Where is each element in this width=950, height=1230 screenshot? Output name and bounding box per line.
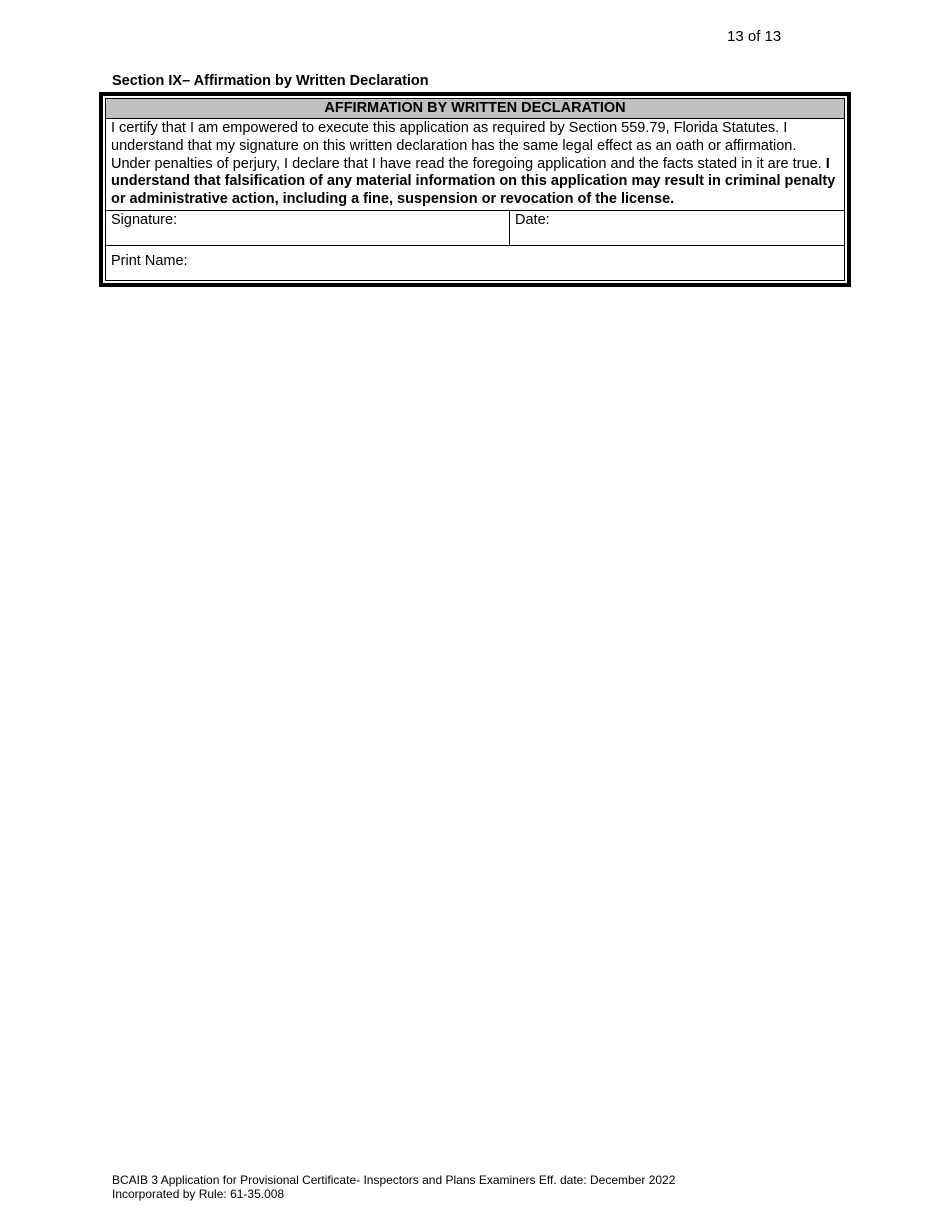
affirmation-form bbox=[99, 92, 851, 287]
print-name-field[interactable] bbox=[192, 253, 202, 269]
print-name-cell[interactable] bbox=[106, 246, 844, 280]
print-name-label: Print Name: bbox=[111, 252, 188, 269]
declaration-bold-text: I understand that falsification of any material information on this application may result in criminal penalty or administrative action, including a fine, suspension or revocation of the license. bbox=[111, 155, 836, 208]
signature-field[interactable] bbox=[181, 212, 191, 228]
date-field[interactable] bbox=[554, 212, 564, 228]
footer-rule: Incorporated by Rule: 61-35.008 bbox=[112, 1187, 285, 1201]
page-footer bbox=[112, 1173, 675, 1201]
section-title: Section IX– Affirmation by Written Declaration bbox=[112, 73, 429, 89]
declaration-plain-text: I certify that I am empowered to execute this application as required by Section 559.79, Florida Statutes. I understand that my signature on this written declaration has the same legal effect as an oath or affirmation. Under penalties of perjury, I declare that I have read the foregoing application and the facts stated in it are true. bbox=[111, 120, 826, 172]
signature-cell[interactable] bbox=[106, 211, 510, 245]
date-label: Date: bbox=[515, 211, 550, 228]
affirmation-form-inner bbox=[105, 98, 845, 281]
page-number: 13 of 13 bbox=[727, 28, 782, 45]
form-header: AFFIRMATION BY WRITTEN DECLARATION bbox=[106, 99, 844, 119]
signature-date-row bbox=[106, 211, 844, 245]
print-name-row bbox=[106, 245, 844, 280]
declaration-text bbox=[106, 119, 844, 211]
date-cell[interactable] bbox=[510, 211, 844, 245]
signature-label: Signature: bbox=[111, 211, 178, 228]
footer-form-id: BCAIB 3 Application for Provisional Certificate- Inspectors and Plans Examiners Eff. date: December 2022 bbox=[112, 1173, 676, 1187]
